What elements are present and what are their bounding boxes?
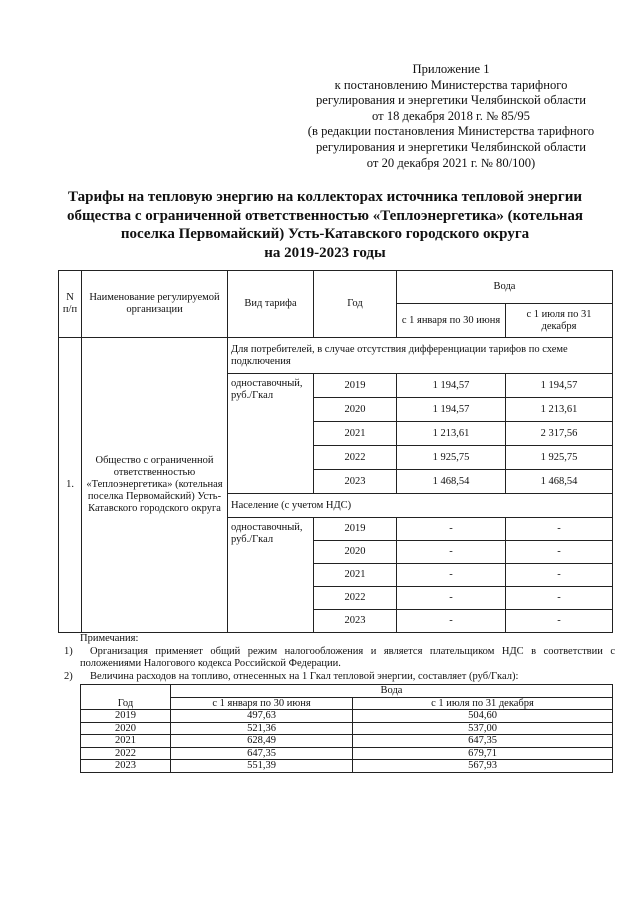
value-cell: -: [397, 564, 506, 587]
value-cell: -: [397, 541, 506, 564]
value-cell: 567,93: [353, 760, 613, 773]
year-cell: 2022: [314, 587, 397, 610]
value-cell: 1 213,61: [506, 398, 613, 422]
year-cell: 2023: [314, 610, 397, 633]
fuel-cost-table: [80, 684, 613, 773]
value-cell: 1 925,75: [397, 446, 506, 470]
value-cell: 1 194,57: [397, 374, 506, 398]
header-water: Вода: [171, 685, 613, 698]
value-cell: 647,35: [353, 735, 613, 748]
year-cell: 2019: [81, 710, 171, 723]
value-cell: -: [506, 541, 613, 564]
title-line: Тарифы на тепловую энергию на коллекторах источника тепловой энергии: [68, 189, 582, 205]
year-cell: 2020: [81, 722, 171, 735]
year-cell: 2020: [314, 398, 397, 422]
notes-heading: Примечания:: [80, 633, 139, 644]
value-cell: 521,36: [171, 722, 353, 735]
header-org: Наименование регулируемой организации: [82, 271, 228, 338]
value-cell: 647,35: [171, 747, 353, 760]
value-cell: -: [506, 587, 613, 610]
value-cell: 2 317,56: [506, 422, 613, 446]
value-cell: -: [397, 610, 506, 633]
header-half2: с 1 июля по 31 декабря: [506, 304, 613, 338]
row-num: 1.: [59, 338, 82, 633]
notes: [64, 633, 615, 683]
year-cell: 2021: [81, 735, 171, 748]
value-cell: 504,60: [353, 710, 613, 723]
value-cell: 1 194,57: [397, 398, 506, 422]
appendix-line: к постановлению Министерства тарифного: [334, 77, 568, 92]
value-cell: 1 925,75: [506, 446, 613, 470]
value-cell: 1 468,54: [397, 470, 506, 494]
appendix-line: регулирования и энергетики Челябинской области: [315, 93, 587, 108]
header-half1: с 1 января по 30 июня: [397, 304, 506, 338]
tariff-type: одноставочный, руб./Гкал: [228, 374, 314, 494]
year-cell: 2019: [314, 374, 397, 398]
header-half2: с 1 июля по 31 декабря: [353, 697, 613, 710]
appendix-line: Приложение 1: [412, 62, 490, 76]
appendix-line: (в редакции постановления Министерства тарифного: [307, 124, 595, 139]
document-title: [40, 188, 610, 262]
year-cell: 2020: [314, 541, 397, 564]
header-tariff-type: Вид тарифа: [228, 271, 314, 338]
year-cell: 2023: [81, 760, 171, 773]
year-cell: 2022: [314, 446, 397, 470]
value-cell: -: [397, 518, 506, 541]
header-num: N п/п: [59, 271, 82, 338]
appendix-header: [292, 62, 610, 171]
year-cell: 2021: [314, 564, 397, 587]
note-1: Организация применяет общий режим налогообложения и является плательщиком НДС в соответствии с положениями Налогового кодекса Российской Федерации.: [80, 645, 615, 669]
group-label: Население (с учетом НДС): [228, 494, 613, 518]
title-line: на 2019-2023 годы: [264, 244, 386, 261]
header-year: Год: [81, 685, 171, 710]
appendix-line: регулирования и энергетики Челябинской области: [315, 139, 587, 154]
year-cell: 2021: [314, 422, 397, 446]
year-cell: 2019: [314, 518, 397, 541]
tariff-table: [58, 270, 613, 633]
group-label: Для потребителей, в случае отсутствия дифференциации тарифов по схеме подключения: [228, 338, 613, 374]
value-cell: 679,71: [353, 747, 613, 760]
value-cell: 537,00: [353, 722, 613, 735]
value-cell: 497,63: [171, 710, 353, 723]
appendix-line: от 18 декабря 2018 г. № 85/95: [372, 108, 530, 123]
note-number: 2): [64, 670, 73, 682]
header-year: Год: [314, 271, 397, 338]
value-cell: 551,39: [171, 760, 353, 773]
value-cell: 1 468,54: [506, 470, 613, 494]
value-cell: -: [397, 587, 506, 610]
value-cell: -: [506, 518, 613, 541]
header-half1: с 1 января по 30 июня: [171, 697, 353, 710]
value-cell: 628,49: [171, 735, 353, 748]
value-cell: -: [506, 610, 613, 633]
title-line: общества с ограниченной ответственностью «Теплоэнергетика» (котельная: [66, 207, 584, 224]
header-water: Вода: [397, 271, 613, 304]
tariff-type: одноставочный, руб./Гкал: [228, 518, 314, 633]
year-cell: 2022: [81, 747, 171, 760]
year-cell: 2023: [314, 470, 397, 494]
note-number: 1): [64, 645, 73, 657]
appendix-line: от 20 декабря 2021 г. № 80/100): [366, 155, 536, 170]
org-name: Общество с ограниченной ответственностью «Теплоэнергетика» (котельная поселка Первомайский) Усть-Катавского городского округа: [82, 338, 228, 633]
value-cell: -: [506, 564, 613, 587]
value-cell: 1 213,61: [397, 422, 506, 446]
note-2: Величина расходов на топливо, отнесенных на 1 Гкал тепловой энергии, составляет (руб/Гкал):: [90, 670, 519, 682]
title-line: поселка Первомайский) Усть-Катавского городского округа: [120, 226, 530, 242]
value-cell: 1 194,57: [506, 374, 613, 398]
